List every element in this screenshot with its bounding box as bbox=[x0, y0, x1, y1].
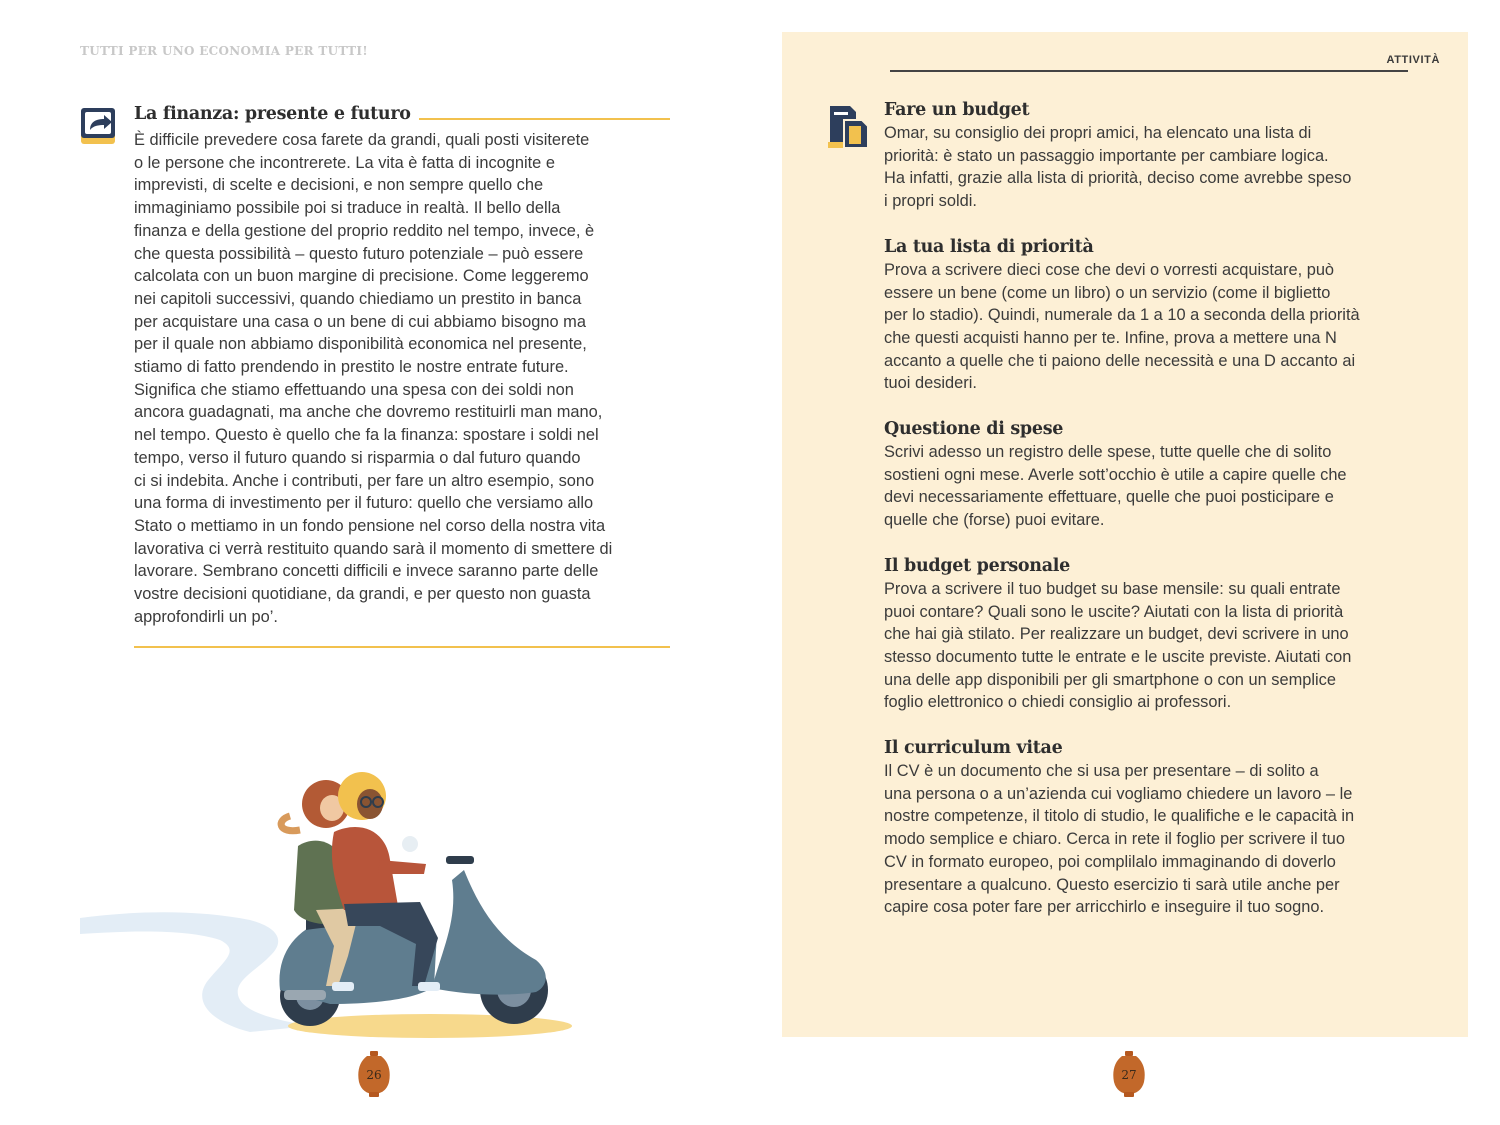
activity-section bbox=[884, 235, 1414, 395]
page-number-badge bbox=[357, 1050, 391, 1098]
activity-section-title: Il curriculum vitae bbox=[884, 738, 1063, 759]
body-paragraph: È difficile prevedere cosa farete da grandi, quali posti visiterete o le persone che incontrerete. La vita è fatta di incognite e imprevisti, di scelte e decisioni, e non sempre quello che immaginiamo possibile poi si traduce in realtà. Il bello della finanza e della gestione del proprio reddito nel tempo, invece, è che questa possibilità – questo futuro potenziale – può essere calcolata con un buon margine di precisione. Come leggeremo nei capitoli successivi, quando chiediamo un prestito in banca per acquistare una casa o un bene di cui abbiamo bisogno ma per il quale non abbiamo disponibilità economica nel presente, stiamo di fatto prendendo in prestito le nostre entrate future. Significa che stiamo effettuando una spesa con dei soldi non ancora guadagnati, ma anche che dovremo restituirli man mano, nel tempo. Questo è quello che fa la finanza: spostare i soldi nel tempo, verso il futuro quando si risparmia o dal futuro quando ci si indebita. Anche i contributi, per fare un altro esempio, sono una forma di investimento per il futuro: quello che versiamo allo Stato o mettiamo in un fondo pensione nel corso della nostra vita lavorativa ci verrà restituito quando sarà il momento di smettere di lavorare. Sembrano concetti difficili e invece saranno parte delle vostre decisioni quotidiane, da grandi, e per questo non guasta approfondirli un po’. bbox=[134, 131, 613, 626]
two-riders-on-scooter-illustration bbox=[80, 760, 580, 1050]
activity-section-body: Omar, su consiglio dei propri amici, ha elencato una lista di priorità: è stato un passaggio importante per cambiare logica. Ha infatti, grazie alla lista di priorità, deciso come avrebbe speso i propri soldi. bbox=[884, 124, 1352, 211]
activity-section-title: Questione di spese bbox=[884, 419, 1064, 440]
activity-section-title: Fare un budget bbox=[884, 100, 1030, 120]
activity-sections bbox=[884, 98, 1414, 941]
activity-label: ATTIVITÀ bbox=[1386, 54, 1440, 66]
page-number: 27 bbox=[1121, 1068, 1137, 1082]
activity-section-title: Il budget personale bbox=[884, 555, 1070, 576]
activity-header-rule bbox=[890, 70, 1408, 72]
page-number-badge bbox=[1112, 1050, 1146, 1098]
section-heading-row bbox=[134, 100, 670, 124]
activity-section-title: La tua lista di priorità bbox=[884, 236, 1094, 257]
activity-section-body: Prova a scrivere dieci cose che devi o vorresti acquistare, può essere un bene (come un libro) o un servizio (come il biglietto per lo stadio). Quindi, numerale da 1 a 10 a seconda della priorità che questi acquisti hanno per te. Infine, prova a mettere una N accanto a quelle che ti paiono delle necessità e una D accanto ai tuoi desideri. bbox=[884, 260, 1360, 393]
heading-rule bbox=[419, 118, 670, 120]
activity-section bbox=[884, 417, 1414, 532]
section-heading: La finanza: presente e futuro bbox=[134, 104, 411, 124]
activity-section-body: Prova a scrivere il tuo budget su base mensile: su quali entrate puoi contare? Quali sono le uscite? Aiutati con la lista di priorità che hai già stilato. Per realizzare un budget, devi scrivere in uno stesso documento tutte le entrate e le uscite previste. Aiutati con una delle app disponibili per gli smartphone o con un semplice foglio elettronico o chiedi consiglio ai professori. bbox=[884, 579, 1352, 712]
activity-section-body: Il CV è un documento che si usa per presentare – di solito a una persona o a un’azienda cui vogliamo chiedere un lavoro – le nostre competenze, il titolo di studio, le qualifiche e le capacità in modo semplice e chiaro. Cerca in rete il foglio per scrivere il tuo CV in formato europeo, poi complilalo immaginando di doverlo presentare a qualcuno. Questo esercizio ti sarà utile anche per capire cosa poter fare per arricchirlo e inseguire il tuo sogno. bbox=[884, 762, 1355, 917]
activity-section bbox=[884, 736, 1414, 919]
right-page bbox=[750, 0, 1500, 1125]
section-end-rule bbox=[134, 646, 670, 648]
documents-icon bbox=[828, 104, 868, 144]
page-number: 26 bbox=[366, 1068, 382, 1082]
activity-section-body: Scrivi adesso un registro delle spese, tutte quelle che di solito sostieni ogni mese. Averle sott’occhio è utile a capire quelle che devi necessariamente effettuare, quelle che puoi posticipare e quelle che (forse) puoi evitare. bbox=[884, 443, 1347, 530]
activity-section bbox=[884, 554, 1414, 714]
activity-section bbox=[884, 98, 1414, 213]
share-arrow-icon bbox=[80, 104, 120, 144]
running-header: TUTTI PER UNO ECONOMIA PER TUTTI! bbox=[80, 44, 368, 58]
